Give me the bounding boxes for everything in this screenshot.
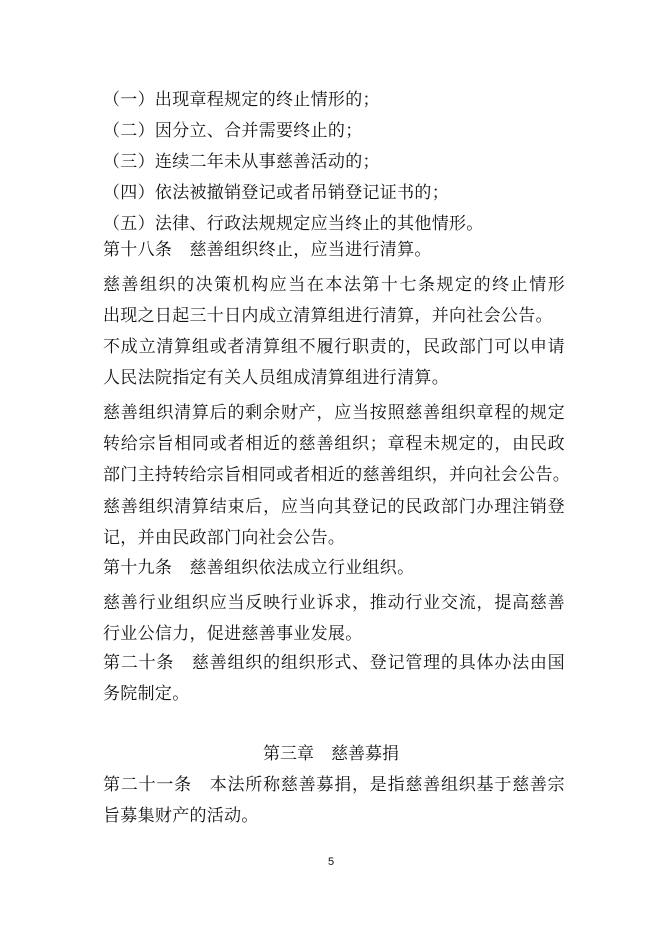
paragraph-line: 慈善行业组织应当反映行业诉求，推动行业交流，提高慈善 — [103, 593, 565, 613]
chapter-heading: 第三章 慈善募捐 — [263, 744, 399, 764]
list-item-5: （五）法律、行政法规规定应当终止的其他情形。 — [103, 214, 484, 234]
paragraph-line: 慈善组织清算结束后，应当向其登记的民政部门办理注销登 — [103, 497, 565, 517]
article-19-heading: 第十九条 慈善组织依法成立行业组织。 — [103, 558, 415, 578]
list-item-2: （二）因分立、合并需要终止的； — [103, 121, 363, 141]
article-18-heading: 第十八条 慈善组织终止，应当进行清算。 — [103, 240, 432, 260]
paragraph-line: 记，并由民政部门向社会公告。 — [103, 528, 346, 548]
paragraph-line: 部门主持转给宗旨相同或者相近的慈善组织，并向社会公告。 — [103, 465, 571, 485]
list-item-1: （一）出现章程规定的终止情形的； — [103, 90, 380, 110]
list-item-3: （三）连续二年未从事慈善活动的； — [103, 152, 380, 172]
paragraph-line: 人民法院指定有关人员组成清算组进行清算。 — [103, 368, 449, 388]
page-number: 5 — [327, 856, 335, 868]
paragraph-line: 转给宗旨相同或者相近的慈善组织；章程未规定的，由民政 — [103, 434, 565, 454]
paragraph-line: 旨募集财产的活动。 — [103, 806, 259, 826]
list-item-4: （四）依法被撤销登记或者吊销登记证书的； — [103, 183, 449, 203]
article-20-heading: 第二十条 慈善组织的组织形式、登记管理的具体办法由国 — [103, 653, 565, 673]
paragraph-line: 慈善组织的决策机构应当在本法第十七条规定的终止情形 — [103, 275, 565, 295]
paragraph-line: 慈善组织清算后的剩余财产，应当按照慈善组织章程的规定 — [103, 403, 565, 423]
paragraph-line: 不成立清算组或者清算组不履行职责的，民政部门可以申请 — [103, 337, 565, 357]
article-21-heading: 第二十一条 本法所称慈善募捐，是指慈善组织基于慈善宗 — [103, 775, 565, 795]
paragraph-line: 务院制定。 — [103, 684, 190, 704]
paragraph-line: 行业公信力，促进慈善事业发展。 — [103, 624, 363, 644]
paragraph-line: 出现之日起三十日内成立清算组进行清算，并向社会公告。 — [103, 306, 553, 326]
